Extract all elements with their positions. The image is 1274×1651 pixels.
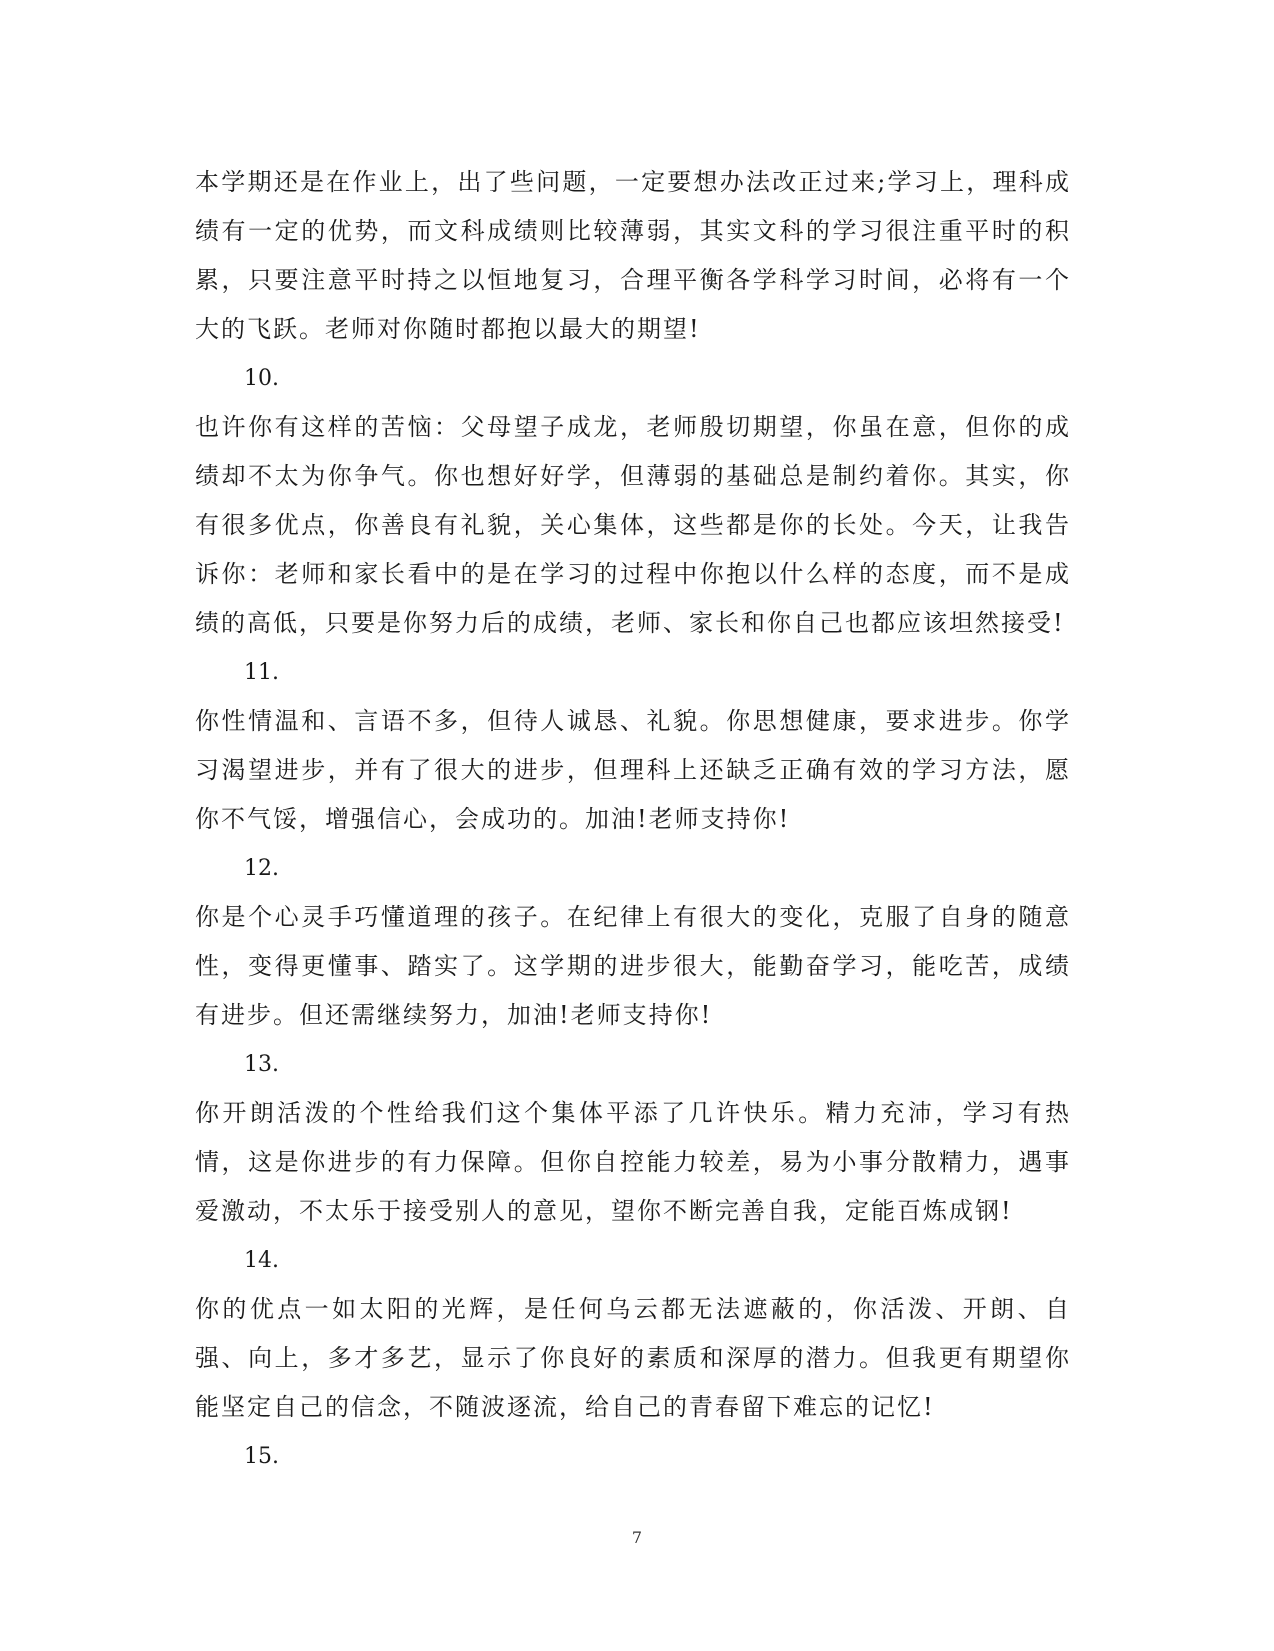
document-body xyxy=(195,158,1071,1481)
paragraph-11-text: 你性情温和、言语不多，但待人诚恳、礼貌。你思想健康，要求进步。你学习渴望进步，并有了很大的进步，但理科上还缺乏正确有效的学习方法，愿你不气馁，增强信心，会成功的。加油!老师支持你! xyxy=(195,707,1071,833)
page-number: 7 xyxy=(631,1528,643,1547)
paragraph-14-text: 你的优点一如太阳的光辉，是任何乌云都无法遮蔽的，你活泼、开朗、自强、向上，多才多艺，显示了你良好的素质和深厚的潜力。但我更有期望你能坚定自己的信念，不随波逐流，给自己的青春留下难忘的记忆! xyxy=(195,1295,1071,1421)
paragraph-10-text: 也许你有这样的苦恼：父母望子成龙，老师殷切期望，你虽在意，但你的成绩却不太为你争气。你也想好好学，但薄弱的基础总是制约着你。其实，你有很多优点，你善良有礼貌，关心集体，这些都是你的长处。今天，让我告诉你：老师和家长看中的是在学习的过程中你抱以什么样的态度，而不是成绩的高低，只要是你努力后的成绩，老师、家长和你自己也都应该坦然接受! xyxy=(195,413,1071,637)
item-number-15: 15. xyxy=(244,1444,279,1469)
item-number-13: 13. xyxy=(244,1052,279,1077)
item-number-12: 12. xyxy=(244,856,279,881)
item-number-14: 14. xyxy=(244,1248,279,1273)
paragraph-9-text: 本学期还是在作业上，出了些问题，一定要想办法改正过来;学习上，理科成绩有一定的优势，而文科成绩则比较薄弱，其实文科的学习很注重平时的积累，只要注意平时持之以恒地复习，合理平衡各学科学习时间，必将有一个大的飞跃。老师对你随时都抱以最大的期望! xyxy=(195,168,1071,343)
item-number-11: 11. xyxy=(244,660,279,685)
paragraph-13-text: 你开朗活泼的个性给我们这个集体平添了几许快乐。精力充沛，学习有热情，这是你进步的有力保障。但你自控能力较差，易为小事分散精力，遇事爱激动，不太乐于接受别人的意见，望你不断完善自我，定能百炼成钢! xyxy=(195,1099,1071,1225)
paragraph-12-text: 你是个心灵手巧懂道理的孩子。在纪律上有很大的变化，克服了自身的随意性，变得更懂事、踏实了。这学期的进步很大，能勤奋学习，能吃苦，成绩有进步。但还需继续努力，加油!老师支持你! xyxy=(195,903,1071,1029)
item-number-10: 10. xyxy=(244,366,279,391)
